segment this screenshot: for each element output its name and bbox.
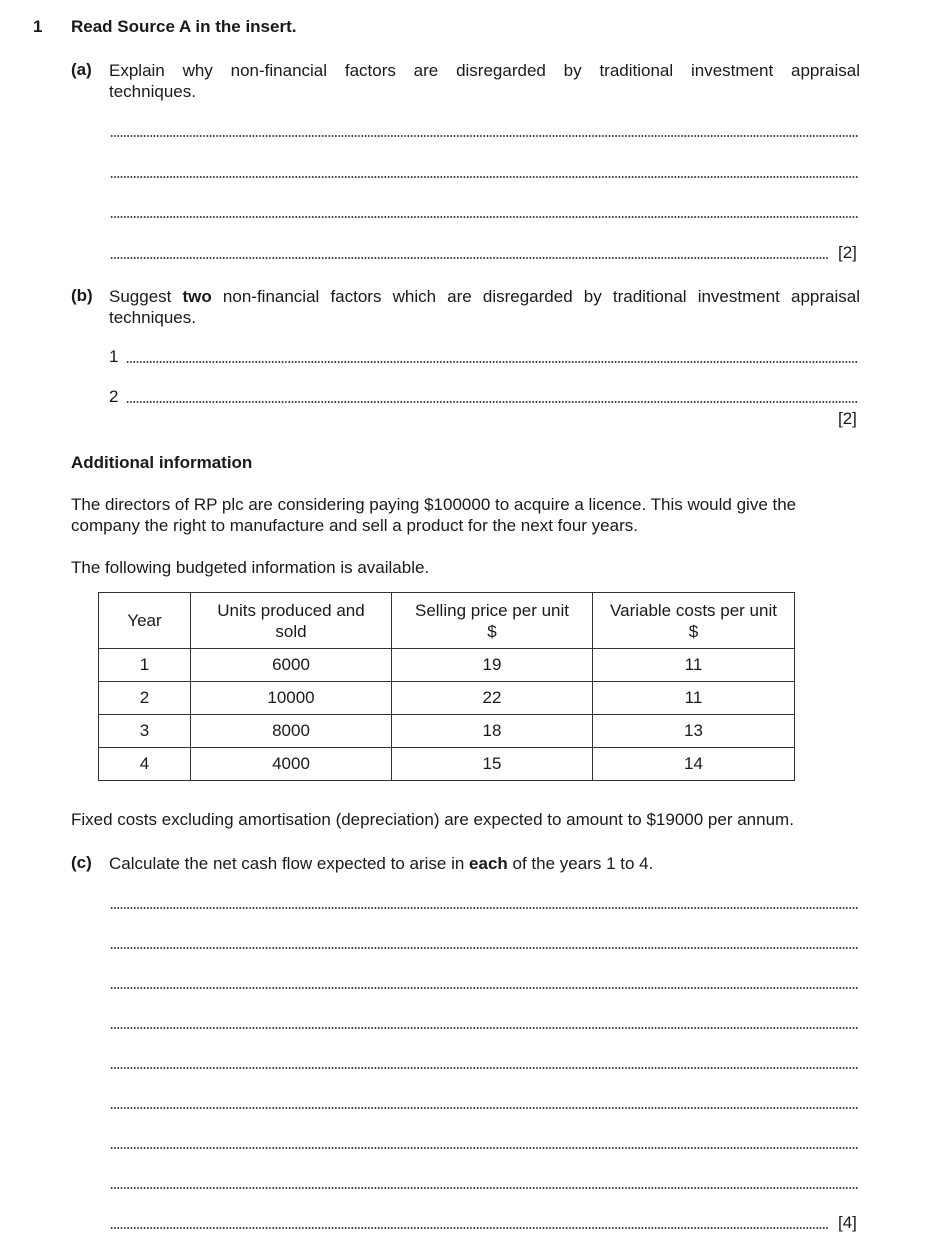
cell-selling-price: 18 — [392, 715, 593, 748]
cell-units: 8000 — [191, 715, 392, 748]
header-units: Units produced and sold — [191, 593, 392, 649]
additional-info-line2: company the right to manufacture and sell a product for the next four years. — [71, 516, 638, 535]
part-b-text-end: non-financial factors which are disregarded by traditional investment appraisal — [211, 287, 861, 306]
answer-line-a1[interactable] — [110, 135, 858, 137]
answer-line-b1[interactable] — [126, 361, 858, 363]
table-header-row — [99, 593, 795, 649]
additional-info-heading: Additional information — [71, 453, 253, 472]
cell-selling-price: 19 — [392, 649, 593, 682]
cell-year: 3 — [99, 715, 191, 748]
answer-label-b2: 2 — [109, 387, 119, 406]
additional-info-paragraph — [71, 494, 861, 536]
cell-year: 4 — [99, 748, 191, 781]
question-number: 1 — [33, 17, 43, 36]
cell-selling-price: 22 — [392, 682, 593, 715]
part-c-label: (c) — [71, 853, 92, 872]
answer-label-b1: 1 — [109, 347, 119, 366]
cell-units: 4000 — [191, 748, 392, 781]
answer-line-c1[interactable] — [110, 907, 858, 909]
cell-year: 1 — [99, 649, 191, 682]
fixed-costs-text: Fixed costs excluding amortisation (depreciation) are expected to amount to $19000 per annum. — [71, 810, 794, 829]
cell-units: 10000 — [191, 682, 392, 715]
part-c-text-start: Calculate the net cash flow expected to arise in — [109, 854, 470, 873]
part-c-text-end: of the years 1 to 4. — [507, 854, 654, 873]
header-selling-price: Selling price per unit $ — [392, 593, 593, 649]
part-c-emphasis: each — [469, 854, 508, 873]
answer-line-c8[interactable] — [110, 1187, 858, 1189]
answer-line-c6[interactable] — [110, 1107, 858, 1109]
answer-line-c3[interactable] — [110, 987, 858, 989]
part-a-text-line2: techniques. — [109, 82, 196, 101]
answer-line-a4[interactable] — [110, 257, 828, 259]
part-b-text-line1 — [109, 286, 860, 307]
part-b-marks: [2] — [838, 409, 857, 428]
header-year: Year — [99, 593, 191, 649]
header-variable-costs: Variable costs per unit $ — [593, 593, 795, 649]
answer-line-a2[interactable] — [110, 176, 858, 178]
part-b-text-line2: techniques. — [109, 308, 196, 327]
answer-line-c4[interactable] — [110, 1027, 858, 1029]
part-c-prompt — [109, 853, 860, 874]
part-b-text-start: Suggest — [109, 287, 183, 306]
part-a-text-line1: Explain why non-financial factors are disregarded by traditional investment appraisal — [109, 61, 860, 80]
answer-line-c7[interactable] — [110, 1147, 858, 1149]
part-a-prompt — [109, 60, 860, 102]
table-row — [99, 748, 795, 781]
part-b-emphasis: two — [182, 287, 212, 306]
cell-units: 6000 — [191, 649, 392, 682]
table-row — [99, 715, 795, 748]
cell-variable-cost: 13 — [593, 715, 795, 748]
budget-intro: The following budgeted information is available. — [71, 558, 430, 577]
question-title: Read Source A in the insert. — [71, 17, 297, 36]
cell-variable-cost: 11 — [593, 649, 795, 682]
answer-line-c2[interactable] — [110, 947, 858, 949]
cell-variable-cost: 11 — [593, 682, 795, 715]
answer-line-a3[interactable] — [110, 216, 858, 218]
answer-line-c5[interactable] — [110, 1067, 858, 1069]
part-b-label: (b) — [71, 286, 93, 305]
answer-line-b2[interactable] — [126, 401, 858, 403]
answer-line-c9[interactable] — [110, 1227, 828, 1229]
cell-variable-cost: 14 — [593, 748, 795, 781]
table-row — [99, 649, 795, 682]
additional-info-line1: The directors of RP plc are considering paying $100000 to acquire a licence. This would give the — [71, 495, 797, 514]
part-b-prompt — [109, 286, 860, 328]
cell-year: 2 — [99, 682, 191, 715]
table-row — [99, 682, 795, 715]
part-a-label: (a) — [71, 60, 92, 79]
budget-table — [98, 592, 795, 781]
part-a-marks: [2] — [838, 243, 857, 262]
cell-selling-price: 15 — [392, 748, 593, 781]
part-c-marks: [4] — [838, 1213, 857, 1232]
